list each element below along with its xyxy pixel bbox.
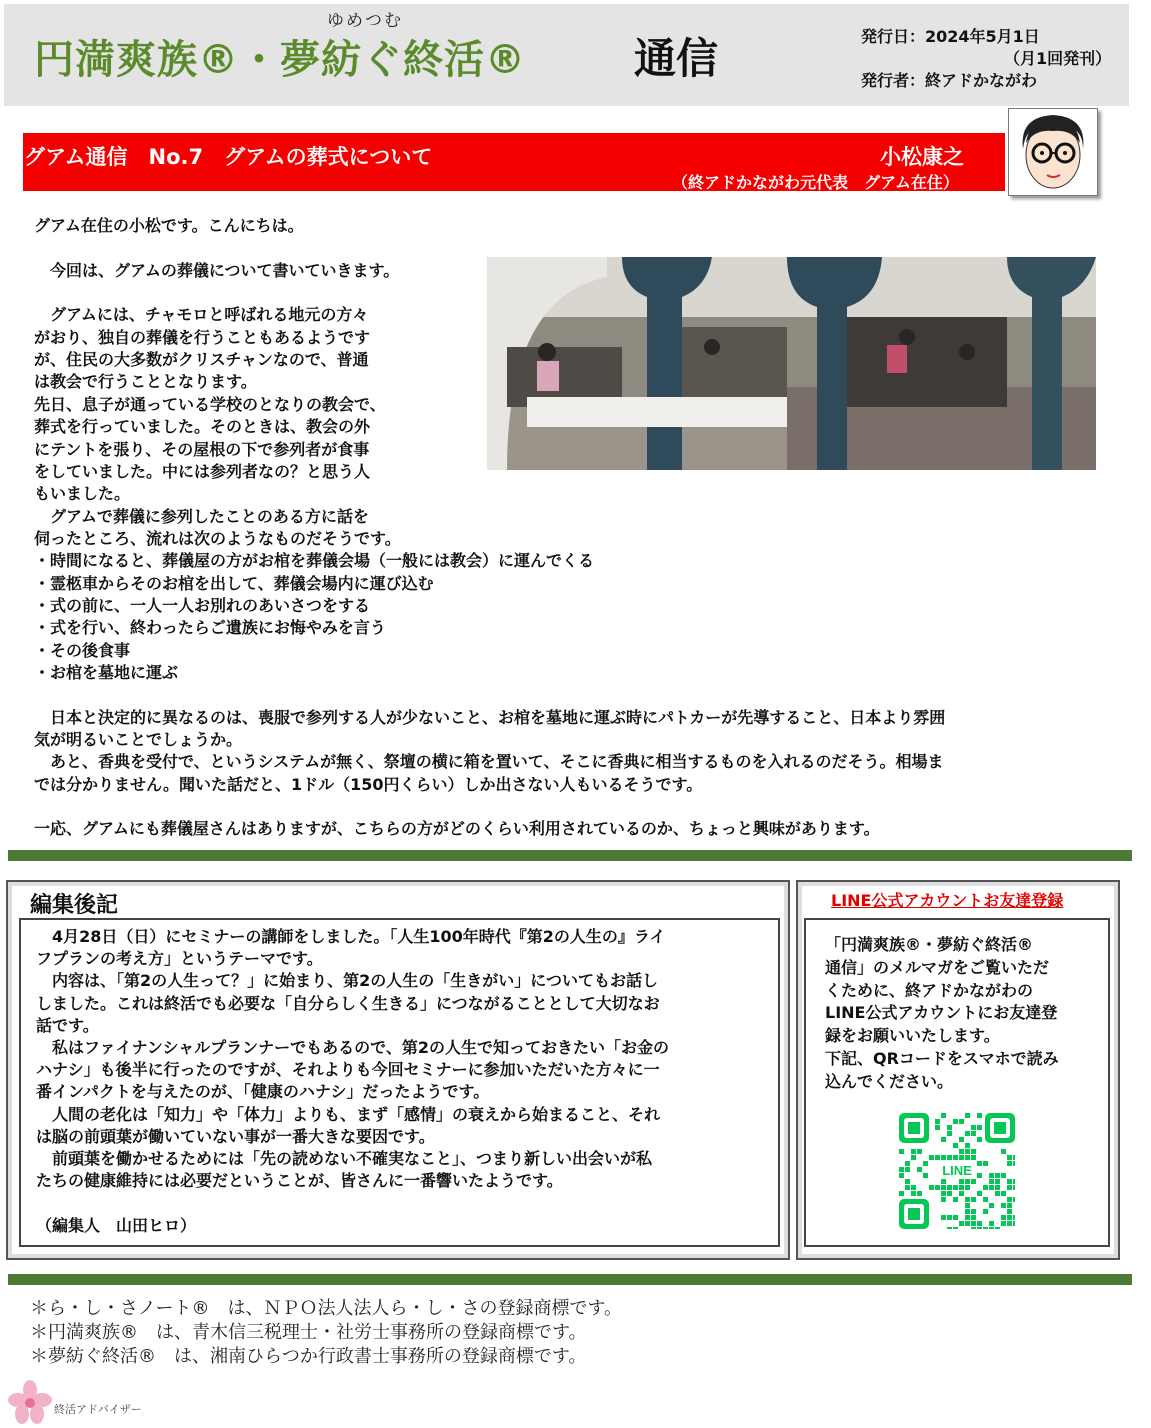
text-line: にテントを張り、その屋根の下で参列者が食事 — [34, 439, 370, 459]
text-line: くために、終アドかながわの — [825, 980, 1034, 1000]
issue-frequency: （月1回発刊） — [1004, 49, 1112, 68]
text-line: 前頭葉を働かせるためには「先の読めない不確実なこと」、つまり新しい出会いが私 — [36, 1149, 653, 1168]
text-line: 伺ったところ、流れは次のようなものだそうです。 — [34, 528, 401, 548]
text-line: 日本と決定的に異なるのは、喪服で参列する人が少ないこと、お棺を墓地に運ぶ時にパトカーが先導すること、日本より雰囲 — [34, 707, 946, 727]
text-line: グアム在住の小松です。こんにちは。 — [34, 216, 304, 235]
text-line: 葬式を行っていました。そのときは、教会の外 — [34, 417, 371, 437]
text-line: 人間の老化は「知力」や「体力」よりも、まず「感情」の衰えから始まること、それ — [36, 1104, 661, 1124]
text-line: フプランの考え方」というテーマです。 — [36, 949, 323, 969]
text-line: 今回は、グアムの葬儀について書いていきます。 — [34, 260, 400, 280]
text-line: LINE公式アカウントにお友達登 — [825, 1003, 1058, 1023]
text-line: あと、香典を受付で、というシステムが無く、祭壇の横に箱を置いて、そこに香典に相当するものを入れるのだそう。相場ま — [34, 752, 944, 772]
text-line: ＊夢紡ぐ終活® は、湘南ひらつか行政書士事務所の登録商標です。 — [30, 1346, 587, 1367]
line-qr-code[interactable] — [899, 1113, 1015, 1229]
text-line: ハナシ」も後半に行ったのですが、それよりも今回セミナーに参加いただいた方々に一 — [36, 1060, 660, 1080]
author-affiliation: （終アドかながわ元代表 グアム在住） — [672, 173, 959, 192]
text-line: ＊ら・し・さノート® は、ＮＰＯ法人法人ら・し・さの登録商標です。 — [30, 1298, 623, 1319]
logo-text: 終活アドバイザー — [54, 1403, 142, 1416]
text-line: グアムには、チャモロと呼ばれる地元の方々 — [34, 305, 369, 325]
line-signup-heading[interactable]: LINE公式アカウントお友達登録 — [831, 891, 1064, 910]
issue-date: 発行日：2024年5月1日 — [861, 27, 1040, 46]
text-line: 4月28日（日）にセミナーの講師をしました。「人生100年時代『第2の人生の』ライ — [36, 927, 666, 946]
text-line: をしていました。中には参列者なの？と思う人 — [34, 461, 371, 481]
text-line: 一応、グアムにも葬儀屋さんはありますが、こちらの方がどのくらい利用されているのか、ちょっと興味があります。 — [34, 819, 880, 839]
qr-line-label: LINE — [942, 1163, 972, 1178]
article-title: グアム通信 No.7 グアムの葬式について — [24, 145, 433, 169]
text-line: ・式を行い、終わったらご遺族にお悔やみを言う — [34, 618, 386, 638]
text-line: 録をお願いいたします。 — [825, 1026, 1000, 1046]
text-line: ・お棺を墓地に運ぶ — [34, 663, 179, 682]
title-ruby: ゆめつむ — [327, 11, 403, 31]
article-author: 小松康之 — [880, 145, 964, 169]
text-line: がおり、独自の葬儀を行うこともあるようです — [34, 327, 371, 347]
newsletter-title-suffix: 通信 — [634, 34, 719, 83]
text-line: 番インパクトを与えたのが、「健康のハナシ」だったようです。 — [36, 1082, 490, 1102]
text-line: 先日、息子が通っている学校のとなりの教会で、 — [34, 394, 386, 414]
text-line: 気が明るいことでしょうか。 — [34, 730, 243, 750]
text-line: ・時間になると、葬儀屋の方がお棺を葬儀会場（一般には教会）に運んでくる — [34, 551, 595, 571]
author-portrait — [1008, 108, 1098, 196]
flower-logo-icon — [8, 1380, 52, 1424]
text-line: ・その後食事 — [34, 640, 131, 660]
text-line: ＊円満爽族® は、青木信三税理士・社労士事務所の登録商標です。 — [30, 1322, 587, 1343]
publisher: 発行者：終アドかながわ — [861, 71, 1038, 90]
text-line: が、住民の大多数がクリスチャンなので、普通 — [34, 350, 369, 370]
text-line: 「円満爽族®・夢紡ぐ終活® — [825, 935, 1034, 954]
editor-note-heading: 編集後記 — [30, 893, 119, 918]
text-line: 内容は、「第2の人生って？」に始まり、第2の人生の「生きがい」についてもお話し — [36, 971, 658, 991]
text-line: もいました。 — [34, 484, 131, 504]
footer-divider — [8, 1274, 1132, 1285]
section-divider — [8, 850, 1132, 861]
text-line: 話です。 — [36, 1015, 99, 1035]
text-line: グアムで葬儀に参列したことのある方に話を — [34, 506, 369, 526]
text-line: 込んでください。 — [825, 1071, 954, 1091]
text-line: しました。これは終活でも必要な「自分らしく生きる」につながることとして大切なお — [36, 993, 660, 1013]
text-line: ・霊柩車からそのお棺を出して、葬儀会場内に運び込む — [34, 573, 434, 593]
text-line: たちの健康維持には必要だということが、皆さんに一番響いたようです。 — [36, 1171, 563, 1191]
text-line: 下記、QRコードをスマホで読み — [825, 1049, 1059, 1068]
text-line: 私はファイナンシャルプランナーでもあるので、第2の人生で知っておきたい「お金の — [36, 1038, 669, 1057]
funeral-tent-photo — [487, 257, 1096, 470]
text-line: 通信」のメルマガをご覧いただ — [825, 957, 1050, 977]
text-line: （編集人 山田ヒロ） — [36, 1215, 197, 1235]
text-line: は教会で行うこととなります。 — [34, 372, 257, 392]
newsletter-title: 円満爽族®・夢紡ぐ終活® — [34, 37, 526, 83]
text-line: では分かりません。聞いた話だと、1ドル（150円くらい）しか出さない人もいるそうです。 — [34, 774, 703, 794]
text-line: ・式の前に、一人一人お別れのあいさつをする — [34, 595, 371, 615]
text-line: は脳の前頭葉が働いていない事が一番大きな要因です。 — [36, 1126, 435, 1146]
